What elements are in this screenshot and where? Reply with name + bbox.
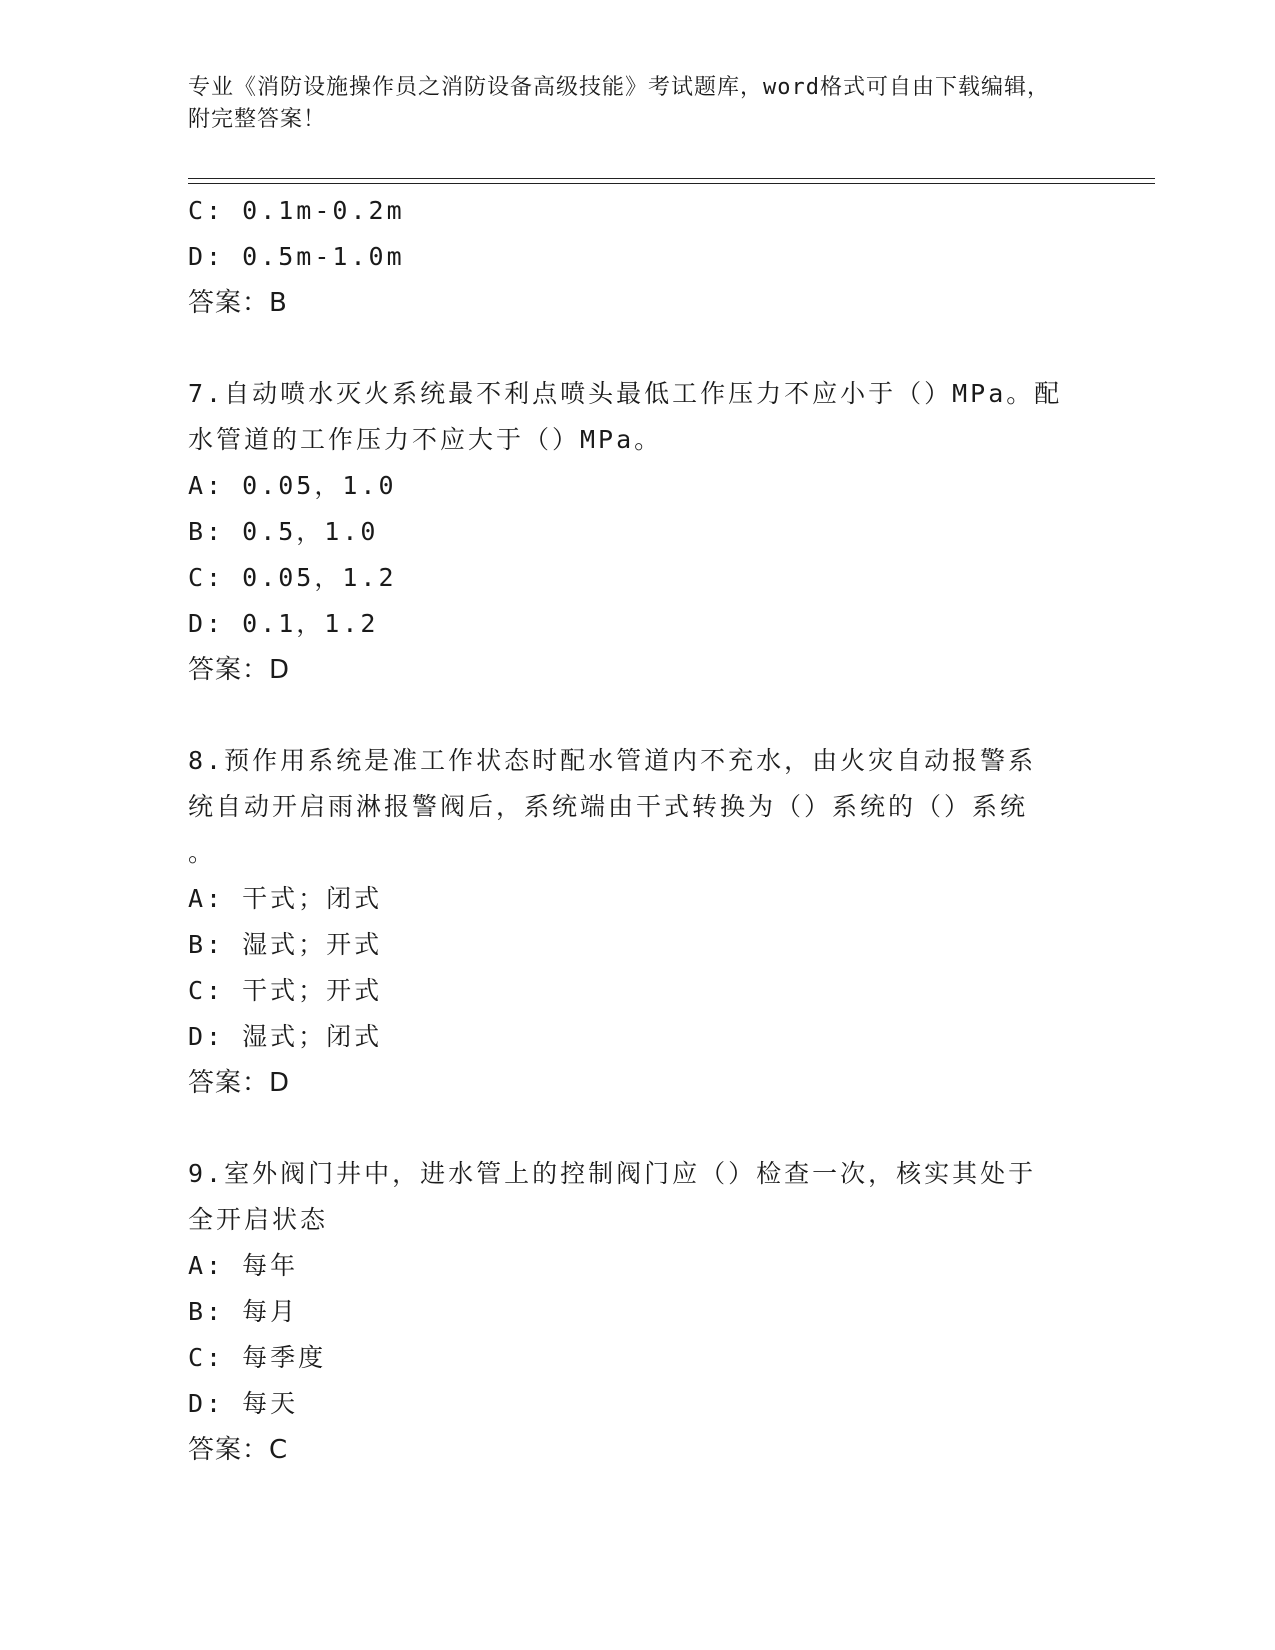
answer-label: 答案：D — [188, 1068, 291, 1098]
spacer — [188, 326, 1088, 371]
answer-label: 答案：D — [188, 655, 291, 685]
question-stem-line: 7.自动喷水灭火系统最不利点喷头最低工作压力不应小于（）MPa。配 — [188, 379, 1063, 408]
question-stem-line: 8.预作用系统是准工作状态时配水管道内不充水，由火灾自动报警系 — [188, 746, 1037, 775]
option-a: A: 每年 — [188, 1251, 299, 1280]
header-rule-top — [188, 178, 1155, 179]
option-b: B: 每月 — [188, 1297, 299, 1326]
question-stem-line: 水管道的工作压力不应大于（）MPa。 — [188, 425, 663, 454]
spacer — [188, 1106, 1088, 1151]
option-d: D: 0.5m-1.0m — [188, 242, 405, 271]
option-b: B: 0.5，1.0 — [188, 517, 379, 546]
header-rule-bottom — [188, 183, 1155, 184]
option-c: C: 0.05，1.2 — [188, 563, 397, 592]
option-d: D: 0.1，1.2 — [188, 609, 379, 638]
option-c: C: 每季度 — [188, 1343, 327, 1372]
option-a: A: 干式；闭式 — [188, 884, 383, 913]
question-stem-line: 9.室外阀门井中，进水管上的控制阀门应（）检查一次，核实其处于 — [188, 1159, 1037, 1188]
option-d: D: 湿式；闭式 — [188, 1022, 383, 1051]
option-d: D: 每天 — [188, 1389, 299, 1418]
answer-label: 答案：B — [188, 288, 288, 318]
question-stem-line: 统自动开启雨淋报警阀后，系统端由干式转换为（）系统的（）系统 — [188, 792, 1029, 821]
document-header: 专业《消防设施操作员之消防设备高级技能》考试题库，word格式可自由下载编辑，附完整答案！ — [188, 75, 1050, 132]
spacer — [188, 693, 1088, 738]
option-a: A: 0.05，1.0 — [188, 471, 397, 500]
question-list — [188, 188, 1088, 1473]
question-stem-line: 全开启状态 — [188, 1205, 329, 1234]
question-stem-line: 。 — [188, 838, 217, 867]
option-c: C: 0.1m-0.2m — [188, 196, 405, 225]
option-c: C: 干式；开式 — [188, 976, 383, 1005]
option-b: B: 湿式；开式 — [188, 930, 383, 959]
answer-label: 答案：C — [188, 1435, 289, 1465]
